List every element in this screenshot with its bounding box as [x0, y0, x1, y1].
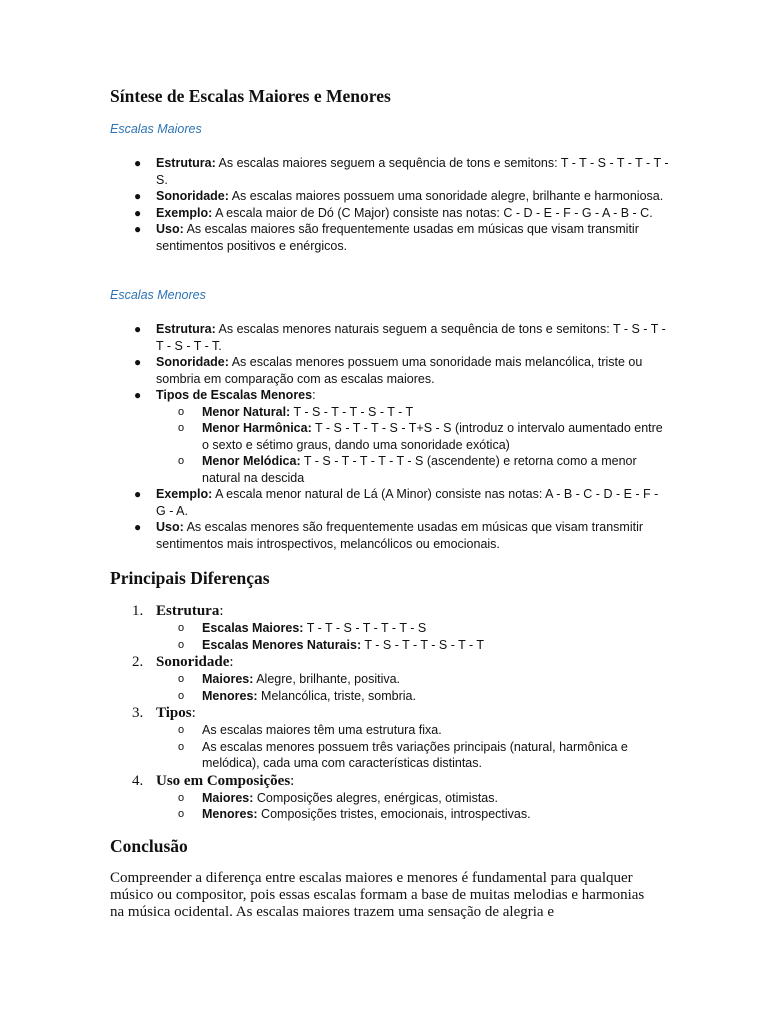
- item-text: Composições alegres, enérgicas, otimistas.: [253, 790, 498, 805]
- item-label: Uso: [156, 222, 180, 236]
- sub-list-item: [110, 671, 670, 688]
- item-label: Sonoridade: [156, 355, 225, 369]
- sub-list-item: [110, 790, 670, 807]
- bullet-icon: ●: [134, 222, 142, 236]
- ordered-list-diferencas: [110, 602, 670, 823]
- sub-list-item: [110, 404, 670, 421]
- item-sep: :: [208, 205, 213, 220]
- item-sep: :: [290, 772, 295, 789]
- list-item: [110, 354, 670, 387]
- list-item: [110, 387, 670, 486]
- sub-list-item: [110, 722, 670, 739]
- circle-bullet-icon: o: [178, 405, 185, 418]
- circle-bullet-icon: o: [178, 808, 185, 820]
- circle-bullet-icon: o: [178, 724, 185, 736]
- item-label: Sonoridade: [156, 189, 225, 203]
- heading-principais-diferencas: Principais Diferenças: [110, 568, 270, 588]
- sub-list-item: [110, 806, 670, 823]
- sub-list-item: [110, 620, 670, 637]
- item-sep: :: [312, 388, 316, 402]
- circle-bullet-icon: o: [178, 455, 185, 467]
- ordered-list-item: [110, 653, 670, 704]
- item-text: As escalas maiores são frequentemente usadas em músicas que visam transmitir sentimentos positivos e enérgicos.: [156, 222, 639, 253]
- item-label: Exemplo: [156, 487, 209, 501]
- item-sep: :: [211, 156, 216, 170]
- circle-bullet-icon: o: [178, 622, 185, 634]
- item-label: Estrutura: [156, 322, 212, 336]
- sub-list-item: [110, 637, 670, 654]
- item-label: Escalas Maiores: [202, 621, 300, 635]
- item-sep: :: [356, 637, 362, 652]
- item-label: Sonoridade: [156, 654, 230, 670]
- item-text: T - S - T - T - S - T - T: [290, 404, 414, 419]
- page-title: Síntese de Escalas Maiores e Menores: [110, 86, 391, 106]
- item-sep: :: [224, 355, 229, 369]
- list-number: 2.: [132, 654, 144, 670]
- ordered-list-item: [110, 602, 670, 653]
- item-sep: :: [299, 621, 304, 635]
- list-number: 3.: [132, 705, 144, 721]
- item-label: Menores: [202, 688, 254, 703]
- item-text: As escalas menores possuem três variações principais (natural, harmônica e melódica), cada uma com características distintas.: [202, 739, 628, 770]
- circle-bullet-icon: o: [178, 673, 185, 685]
- item-sep: :: [253, 807, 258, 821]
- item-text: T - S - T - T - S - T+S - S (introduz o intervalo aumentado entre o sexto e sétimo graus, dando uma sonoridade exótica): [202, 421, 663, 452]
- circle-bullet-icon: o: [178, 791, 185, 804]
- ordered-list-item: [110, 704, 670, 772]
- item-text: T - S - T - T - S - T - T: [361, 637, 485, 652]
- item-sep: :: [219, 603, 224, 619]
- bullet-icon: ●: [134, 205, 142, 220]
- bullet-icon: ●: [134, 487, 142, 501]
- sub-list-item: [110, 739, 670, 772]
- item-label: Estrutura: [156, 603, 220, 619]
- item-label: Uso em Composições: [156, 772, 291, 789]
- item-sep: :: [286, 404, 291, 419]
- list-item: [110, 221, 670, 254]
- list-number: 1.: [132, 603, 144, 619]
- item-label: Maiores: [202, 672, 250, 686]
- item-text: A escala maior de Dó (C Major) consiste nas notas: C - D - E - F - G - A - B - C.: [212, 205, 653, 220]
- item-label: Menor Harmônica: [202, 421, 308, 435]
- item-sep: :: [179, 520, 184, 534]
- list-item: [110, 205, 670, 222]
- list-item: [110, 486, 670, 519]
- item-text: As escalas maiores seguem a sequência de tons e semitons: T - T - S - T - T - T - S.: [156, 156, 669, 187]
- bullet-icon: ●: [134, 322, 142, 336]
- item-text: As escalas maiores têm uma estrutura fixa.: [202, 723, 442, 737]
- item-text: As escalas maiores possuem uma sonoridade alegre, brilhante e harmoniosa.: [228, 189, 664, 203]
- conclusao-paragraph: Compreender a diferença entre escalas maiores e menores é fundamental para qualquer músico ou compositor, pois essas escalas formam a base de muitas melodias e harmonias na música ocidental. As escalas maiores trazem uma sensação de alegria e: [110, 870, 645, 920]
- list-item: [110, 155, 670, 188]
- item-label: Tipos de Escalas Menores: [156, 388, 313, 402]
- item-sep: :: [249, 790, 254, 805]
- item-sep: :: [307, 421, 312, 435]
- item-text: Melancólica, triste, sombria.: [257, 688, 416, 703]
- item-text: A escala menor natural de Lá (A Minor) consiste nas notas: A - B - C - D - E - F - G - A.: [156, 487, 659, 518]
- list-item: [110, 519, 670, 552]
- item-text: Alegre, brilhante, positiva.: [253, 672, 401, 686]
- item-label: Estrutura: [156, 156, 212, 170]
- item-sep: :: [296, 454, 301, 468]
- item-text: T - T - S - T - T - T - S: [303, 621, 427, 635]
- item-text: T - S - T - T - T - T - S (ascendente) e retorna como a menor natural na descida: [202, 454, 637, 485]
- bullet-icon: ●: [134, 355, 142, 369]
- list-escalas-maiores: [110, 155, 670, 254]
- item-sep: :: [229, 654, 234, 670]
- item-sep: :: [249, 672, 254, 686]
- bullet-icon: ●: [134, 156, 142, 170]
- heading-conclusao: Conclusão: [110, 836, 188, 856]
- circle-bullet-icon: o: [178, 638, 185, 651]
- item-sep: :: [208, 487, 213, 501]
- bullet-icon: ●: [134, 520, 142, 534]
- list-item: [110, 188, 670, 205]
- item-sep: :: [253, 688, 258, 703]
- item-text: As escalas menores são frequentemente usadas em músicas que visam transmitir sentimentos mais introspectivos, melancólicos ou emocionais.: [156, 520, 644, 551]
- item-text: As escalas menores naturais seguem a sequência de tons e semitons: T - S - T - T - S - T - T.: [156, 322, 666, 353]
- item-text: Composições tristes, emocionais, introspectivas.: [257, 807, 531, 821]
- item-label: Menor Melódica: [202, 454, 297, 468]
- bullet-icon: ●: [134, 388, 142, 402]
- item-sep: :: [211, 322, 216, 336]
- item-label: Menor Natural: [202, 404, 287, 419]
- item-sep: :: [191, 705, 196, 721]
- circle-bullet-icon: o: [178, 740, 185, 753]
- item-label: Menores: [202, 807, 254, 821]
- item-label: Escalas Menores Naturais: [202, 637, 357, 652]
- sub-list-item: [110, 420, 670, 453]
- bullet-icon: ●: [134, 189, 142, 203]
- item-sep: :: [179, 222, 184, 236]
- item-sep: :: [224, 189, 229, 203]
- circle-bullet-icon: o: [178, 689, 185, 702]
- subheading-escalas-menores: Escalas Menores: [110, 288, 206, 302]
- sub-list-item: [110, 453, 670, 486]
- item-label: Uso: [156, 520, 180, 534]
- sub-list-item: [110, 688, 670, 705]
- list-escalas-menores: [110, 321, 670, 552]
- item-label: Exemplo: [156, 205, 209, 220]
- item-label: Tipos: [156, 705, 192, 721]
- item-label: Maiores: [202, 790, 250, 805]
- circle-bullet-icon: o: [178, 422, 185, 434]
- item-text: As escalas menores possuem uma sonoridade mais melancólica, triste ou sombria em comparação com as escalas maiores.: [156, 355, 643, 386]
- ordered-list-item: [110, 772, 670, 823]
- list-number: 4.: [132, 772, 144, 789]
- subheading-escalas-maiores: Escalas Maiores: [110, 122, 202, 136]
- list-item: [110, 321, 670, 354]
